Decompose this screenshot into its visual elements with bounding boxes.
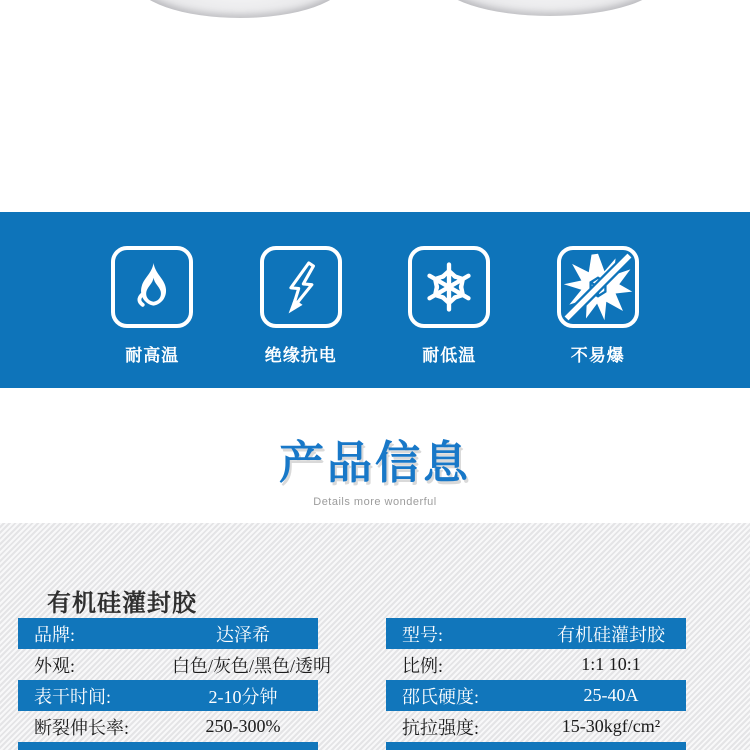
spec-row [386, 618, 686, 649]
spec-row [386, 680, 686, 711]
spec-row [386, 711, 686, 742]
feature-explosion-proof [524, 246, 673, 388]
spec-row [18, 618, 318, 649]
specs-section [0, 523, 750, 750]
spec-table-left [18, 618, 332, 750]
feature-banner [0, 212, 750, 388]
spec-row [386, 742, 686, 750]
spec-label: 表干时间: [34, 686, 112, 707]
feature-label: 不易爆 [570, 346, 625, 365]
spec-label: 断裂伸长率: [34, 717, 130, 738]
lightning-icon [260, 246, 342, 328]
spec-label: 外观: [34, 655, 76, 676]
feature-label: 耐低温 [422, 346, 477, 365]
section-title: 产品信息 [278, 437, 471, 488]
spec-value: 白色/灰色/黑色/透明 [172, 655, 332, 676]
spec-label: 比例: [402, 655, 444, 676]
spec-row [18, 742, 318, 750]
hero-section [0, 0, 750, 212]
spec-row [18, 649, 332, 680]
spec-value: 2-10分钟 [208, 686, 278, 707]
spec-row [386, 649, 686, 680]
spec-label: 型号: [402, 624, 444, 645]
feature-label: 耐高温 [125, 346, 180, 365]
product-bottle-left-image [135, 0, 345, 18]
spec-row [18, 680, 318, 711]
spec-label: 邵氏硬度: [402, 686, 480, 707]
spec-label: 品牌: [34, 624, 76, 645]
spec-table-right [386, 618, 686, 750]
product-bottle-right-image [438, 0, 662, 16]
feature-cold-resistant [375, 246, 524, 388]
product-name-heading: 有机硅灌封胶 [47, 590, 197, 617]
section-title-block [0, 388, 750, 523]
spec-value: 15-30kgf/cm² [561, 716, 661, 736]
spec-value: 250-300% [205, 716, 281, 736]
feature-insulation [227, 246, 376, 388]
snowflake-icon [408, 246, 490, 328]
feature-label: 绝缘抗电 [264, 346, 337, 365]
section-subtitle: Details more wonderful [313, 496, 437, 508]
spec-value: 1:1 10:1 [581, 654, 641, 674]
spec-value: 25-40A [583, 685, 639, 705]
spec-row [18, 711, 318, 742]
spec-value: 有机硅灌封胶 [557, 624, 665, 645]
spec-value: 达泽希 [216, 624, 270, 645]
spec-label: 抗拉强度: [402, 717, 480, 738]
explosion-icon [557, 246, 639, 328]
feature-heat-resistant [78, 246, 227, 388]
flame-icon [111, 246, 193, 328]
